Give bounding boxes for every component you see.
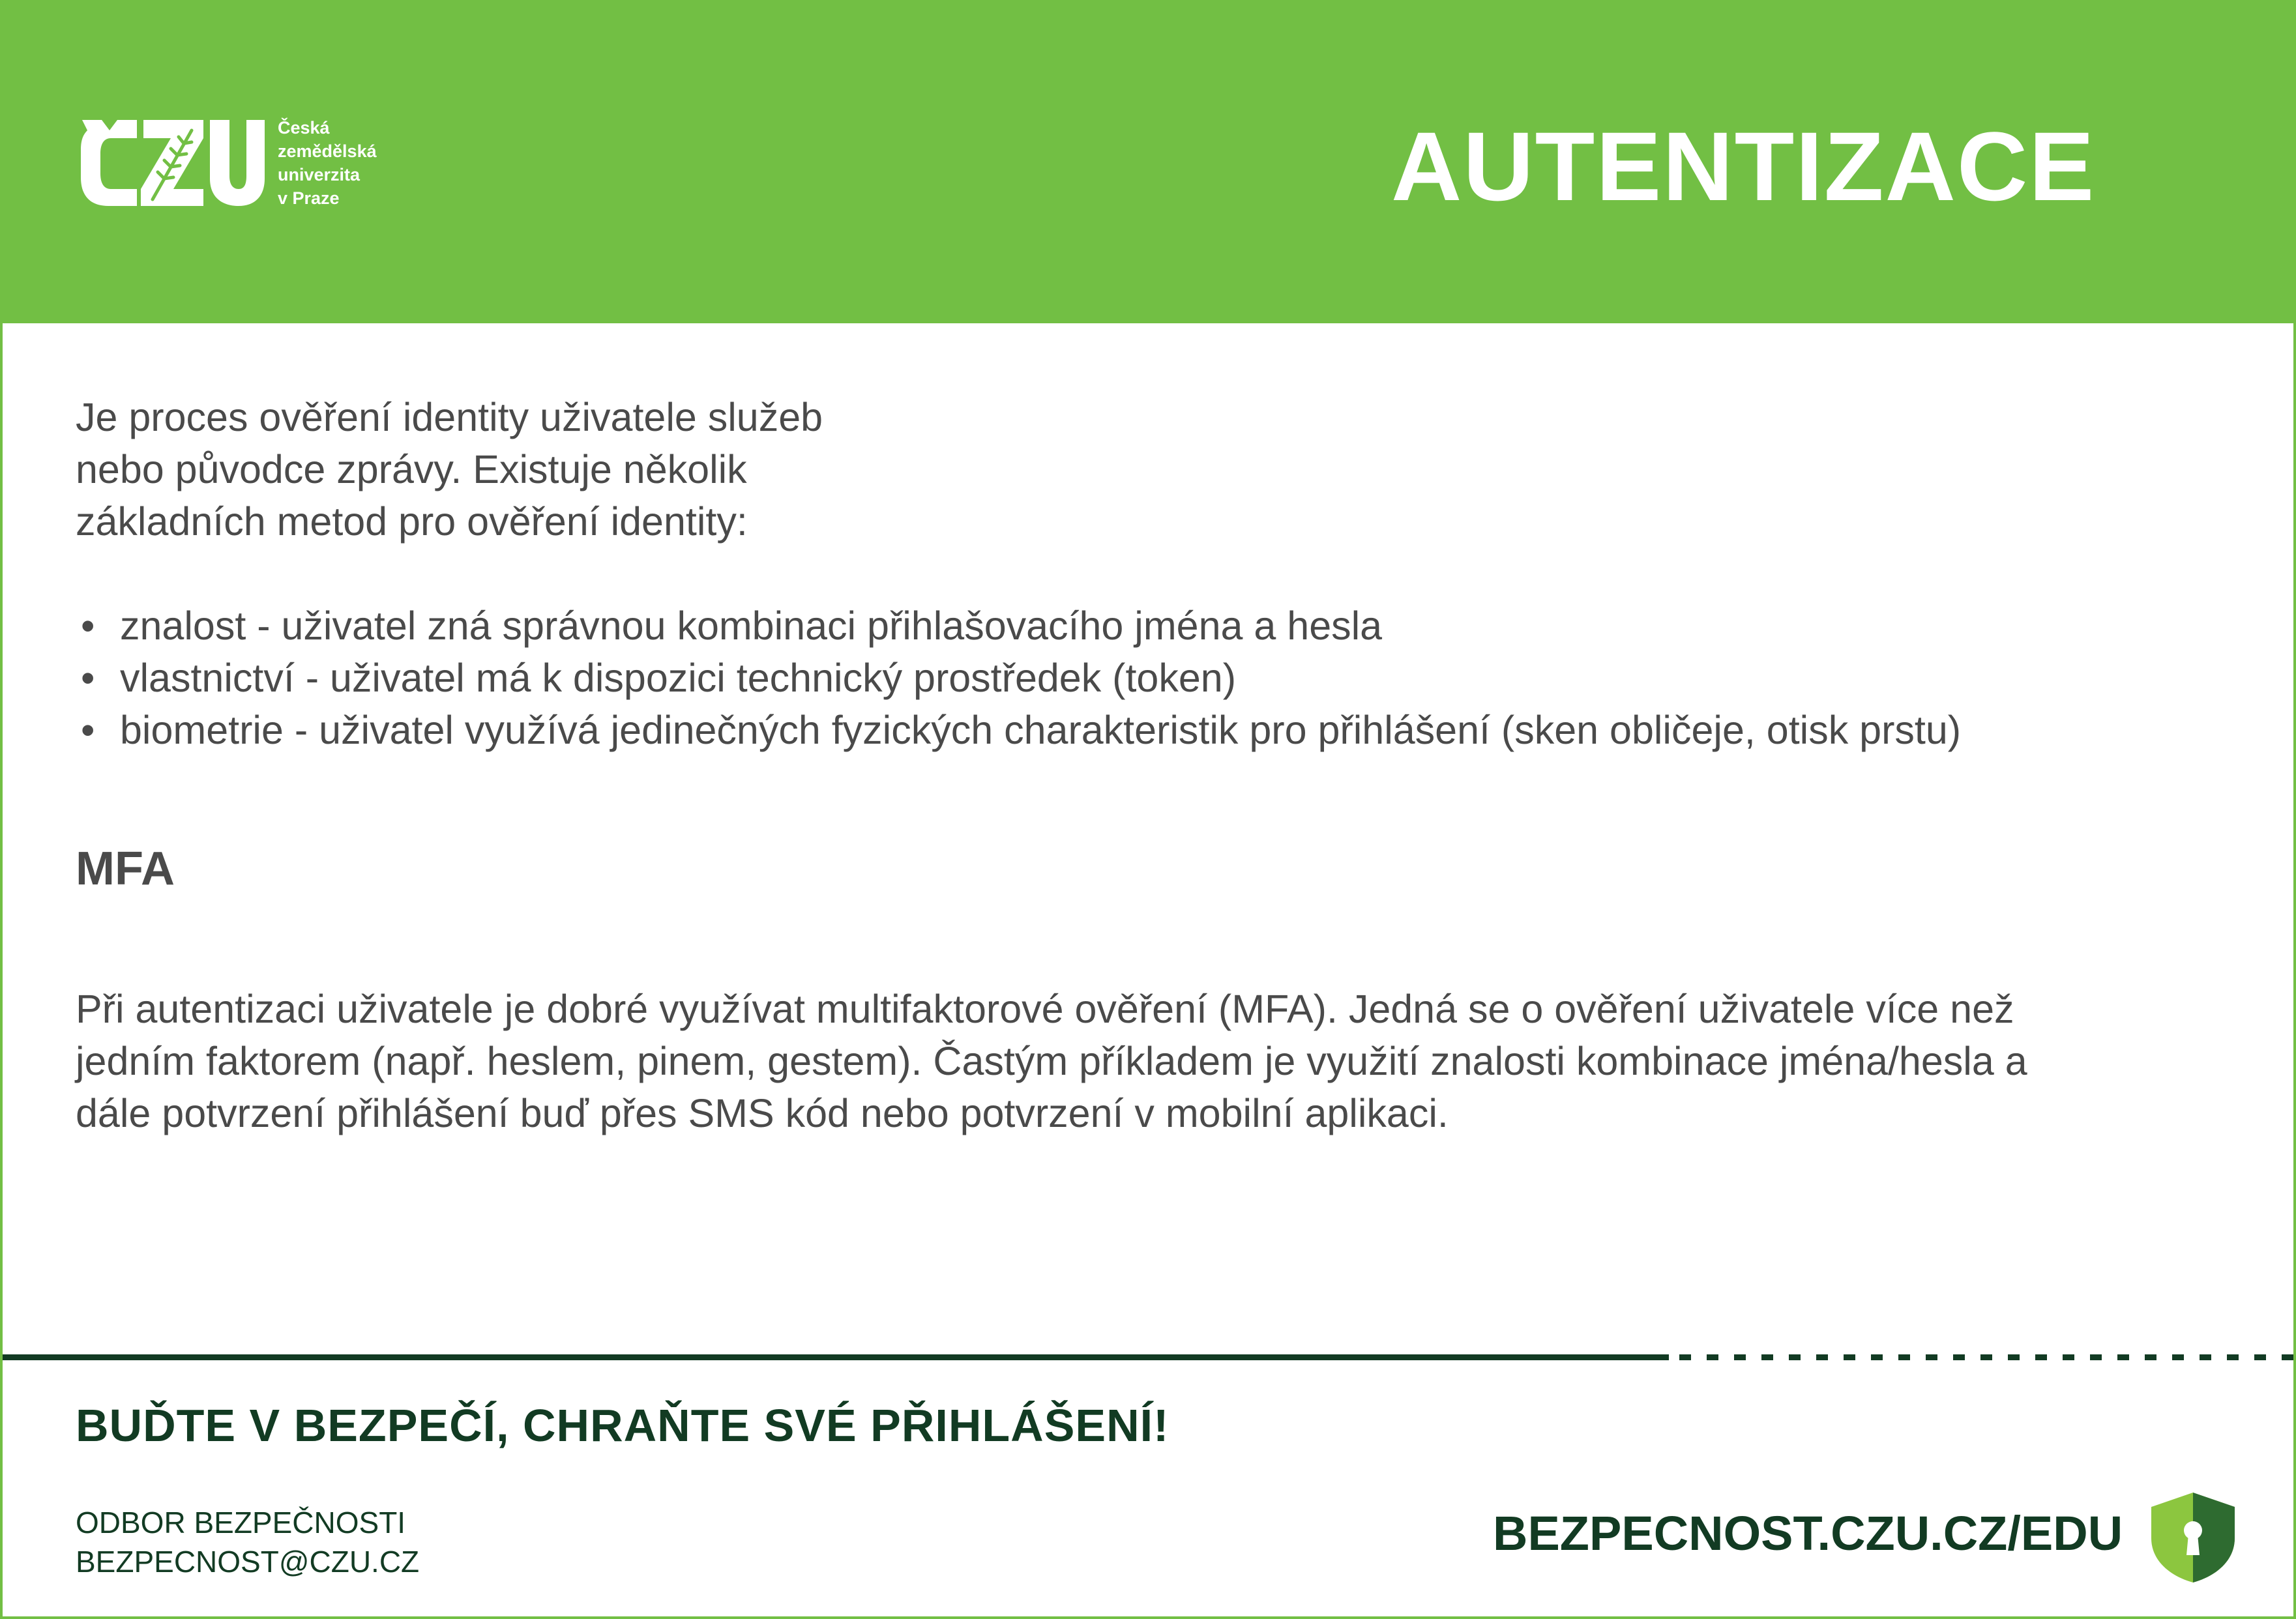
intro-paragraph bbox=[76, 391, 2246, 547]
bullet-icon: • bbox=[81, 604, 95, 648]
logo-line: univerzita bbox=[278, 165, 361, 184]
list-item bbox=[76, 704, 2246, 756]
bullet-icon: • bbox=[81, 656, 95, 700]
intro-line: základních metod pro ověření identity: bbox=[76, 499, 748, 544]
footer-divider-solid bbox=[3, 1354, 1669, 1360]
logo-line: v Praze bbox=[278, 188, 340, 208]
logo-line: Česká bbox=[278, 118, 330, 138]
bullet-icon: • bbox=[81, 708, 95, 752]
logo-line: zemědělská bbox=[278, 141, 377, 161]
mfa-heading: MFA bbox=[76, 843, 175, 895]
logo-wordmark bbox=[278, 116, 377, 210]
website-link[interactable]: BEZPECNOST.CZU.CZ/EDU bbox=[1493, 1506, 2123, 1560]
list-item bbox=[76, 600, 2246, 652]
list-item-text: znalost - uživatel zná správnou kombinaci přihlašovacího jména a hesla bbox=[120, 604, 1383, 648]
method-list bbox=[76, 600, 2246, 756]
czu-logo bbox=[76, 116, 402, 220]
mfa-line: jedním faktorem (např. heslem, pinem, gestem). Častým příkladem je využití znalosti kombinace jména/hesla a bbox=[76, 1039, 2027, 1083]
intro-line: nebo původce zprávy. Existuje několik bbox=[76, 447, 747, 491]
contact-email[interactable]: BEZPECNOST@CZU.CZ bbox=[76, 1545, 420, 1579]
mfa-paragraph bbox=[76, 983, 2246, 1139]
mfa-line: Při autentizaci uživatele je dobré využívat multifaktorové ověření (MFA). Jedná se o ověření uživatele více než bbox=[76, 987, 2014, 1031]
footer-slogan: BUĎTE V BEZPEČÍ, CHRAŇTE SVÉ PŘIHLÁŠENÍ! bbox=[76, 1400, 1170, 1451]
list-item-text: vlastnictví - uživatel má k dispozici technický prostředek (token) bbox=[120, 656, 1237, 700]
list-item bbox=[76, 652, 2246, 704]
mfa-line: dále potvrzení přihlášení buď přes SMS kód nebo potvrzení v mobilní aplikaci. bbox=[76, 1091, 1449, 1135]
page-title: AUTENTIZACE bbox=[1391, 111, 2096, 221]
header-banner bbox=[3, 0, 2296, 323]
list-item-text: biometrie - uživatel využívá jedinečných fyzických charakteristik pro přihlášení (sken obličeje, otisk prstu) bbox=[120, 708, 1962, 752]
czu-logo-mark bbox=[76, 116, 265, 211]
main-content bbox=[76, 391, 2246, 756]
contact-block bbox=[76, 1503, 419, 1581]
department-name: ODBOR BEZPEČNOSTI bbox=[76, 1506, 406, 1539]
shield-keyhole-icon bbox=[2147, 1490, 2239, 1585]
footer-divider-dashed bbox=[1679, 1354, 2296, 1360]
intro-line: Je proces ověření identity uživatele služeb bbox=[76, 395, 823, 439]
